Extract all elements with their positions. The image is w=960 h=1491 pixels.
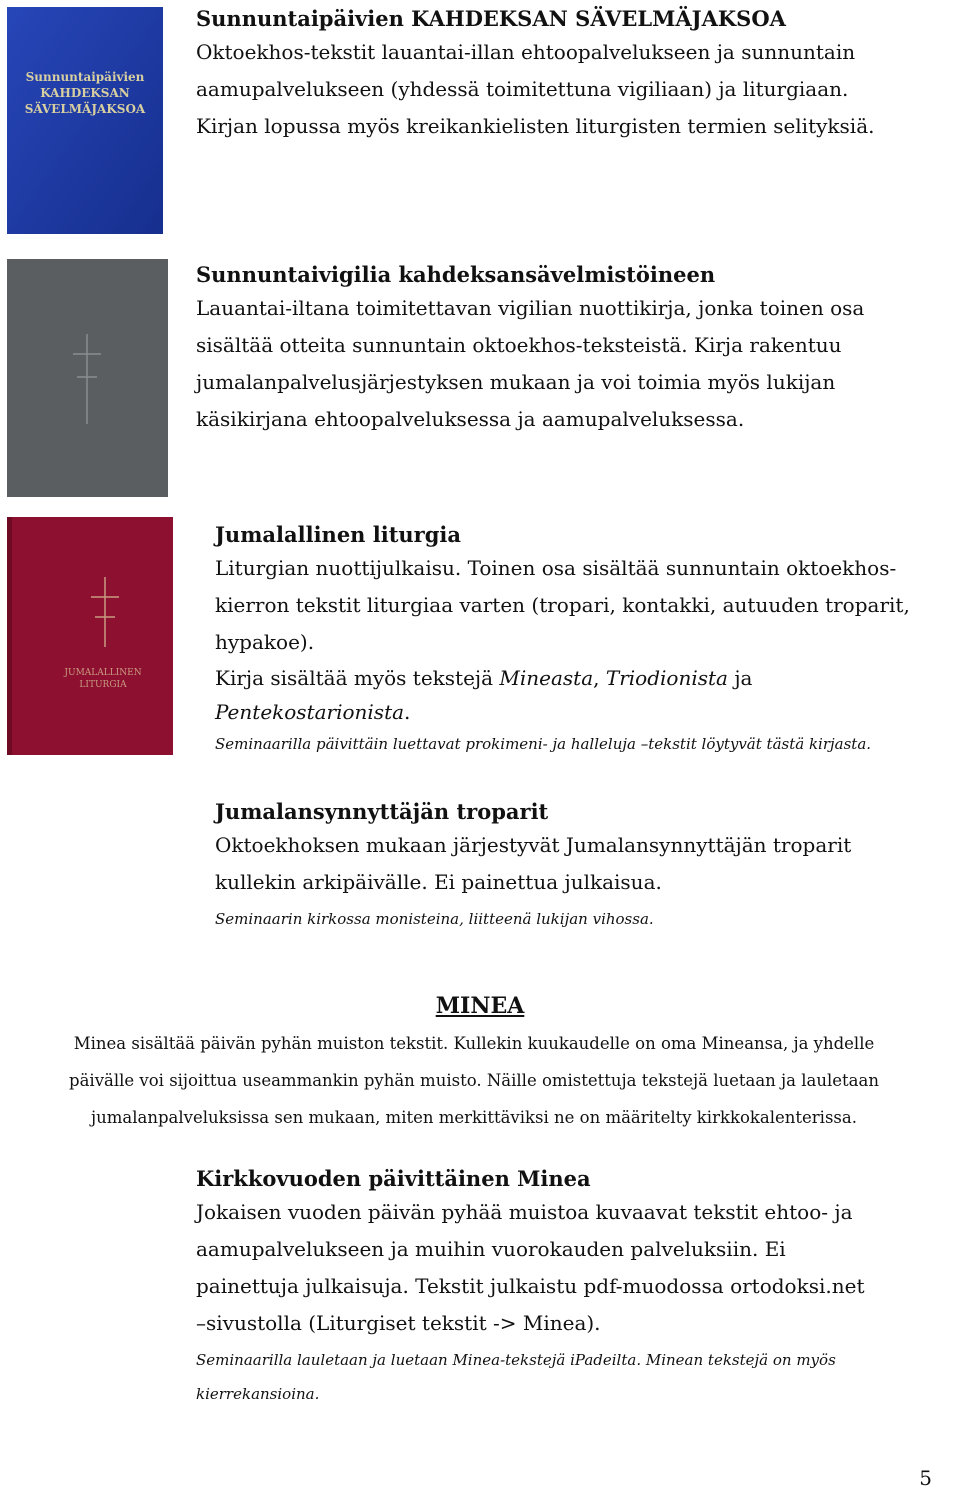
intro-line: päivälle voi sijoittua useammankin pyhän muisto. Näille omistettuja tekstejä luetaan ja lauletaan (69, 1071, 879, 1090)
page-number: 5 (919, 1466, 932, 1490)
book-title: Sunnuntaipäivien KAHDEKSAN SÄVELMÄJAKSOA (196, 6, 786, 31)
description-line: Lauantai-iltana toimitettavan vigilian nuottikirja, jonka toinen osa (196, 296, 865, 320)
description-line-mixed: Kirja sisältää myös tekstejä Mineasta, Triodionista ja Pentekostarionista. (215, 666, 753, 724)
cover-title-line-3: SÄVELMÄJAKSOA (24, 102, 146, 116)
note-line: kierrekansioina. (196, 1385, 320, 1403)
book-description (196, 34, 936, 145)
book-title: Kirkkovuoden päivittäinen Minea (196, 1166, 591, 1191)
description-line: Kirjan lopussa myös kreikankielisten liturgisten termien selityksiä. (196, 114, 875, 138)
book-description (196, 1194, 946, 1342)
description-line: sisältää otteita sunnuntain oktoekhos-teksteistä. Kirja rakentuu (196, 333, 842, 357)
description-line: hypakoe). (215, 630, 315, 654)
book-note: Seminaarin kirkossa monisteina, liitteenä lukijan vihossa. (215, 910, 654, 928)
book-description (196, 290, 936, 438)
cover-title-line-1: Sunnuntaipäivien (25, 70, 145, 84)
description-line: käsikirjana ehtoopalveluksessa ja aamupalveluksessa. (196, 407, 745, 431)
description-line: –sivustolla (Liturgiset tekstit -> Minea). (196, 1311, 601, 1335)
cover-title-line-2: KAHDEKSAN (40, 86, 130, 100)
description-line: aamupalvelukseen ja muihin vuorokauden palveluksiin. Ei (196, 1237, 786, 1261)
description-line: Liturgian nuottijulkaisu. Toinen osa sisältää sunnuntain oktoekhos- (215, 556, 897, 580)
book-entry-sunnuntaipaivien (196, 4, 936, 145)
description-line: aamupalvelukseen (yhdessä toimitettuna vigiliaan) ja liturgiaan. (196, 77, 849, 101)
minea-intro (34, 1025, 914, 1136)
description-line: Oktoekhoksen mukaan järjestyvät Jumalansynnyttäjän troparit (215, 833, 852, 857)
cover-title-line-1: JUMALALLINEN (64, 668, 142, 678)
book-cover-sunnuntaivigilia (7, 259, 168, 497)
section-heading-minea: MINEA (435, 993, 525, 1019)
book-entry-jumalansynnyttajan-troparit (215, 797, 945, 934)
book-entry-jumalallinen-liturgia (215, 520, 945, 759)
book-cover-sunnuntaipaivien (7, 7, 163, 234)
book-entry-kirkkovuoden-minea (196, 1164, 946, 1411)
book-title: Sunnuntaivigilia kahdeksansävelmistöineen (196, 262, 716, 287)
book-note: Seminaarilla päivittäin luettavat prokimeni- ja halleluja –tekstit löytyvät tästä kirjasta. (215, 735, 872, 753)
note-line: Seminaarilla lauletaan ja luetaan Minea-tekstejä iPadeilta. Minean tekstejä on myös (196, 1351, 836, 1369)
book-description (215, 827, 945, 901)
description-line: Jokaisen vuoden päivän pyhää muistoa kuvaavat tekstit ehtoo- ja (196, 1200, 853, 1224)
intro-line: Minea sisältää päivän pyhän muiston tekstit. Kullekin kuukaudelle on oma Mineansa, ja yhdelle (73, 1034, 875, 1053)
book-title: Jumalallinen liturgia (215, 522, 462, 547)
description-line: painettuja julkaisuja. Tekstit julkaistu pdf-muodossa ortodoksi.net (196, 1274, 865, 1298)
description-line: kierron tekstit liturgiaa varten (tropari, kontakki, autuuden troparit, (215, 593, 910, 617)
book-cover-jumalallinen-liturgia (7, 517, 173, 755)
cover-title-line-2: LITURGIA (79, 680, 127, 690)
description-line: Oktoekhos-tekstit lauantai-illan ehtoopalvelukseen ja sunnuntain (196, 40, 856, 64)
book-title: Jumalansynnyttäjän troparit (215, 799, 549, 824)
book-description (215, 550, 945, 729)
book-entry-sunnuntaivigilia (196, 260, 936, 438)
book-note (196, 1343, 946, 1411)
description-line: jumalanpalvelusjärjestyksen mukaan ja voi toimia myös lukijan (196, 370, 836, 394)
intro-line: jumalanpalveluksissa sen mukaan, miten merkittäviksi ne on määritelty kirkkokalenterissa. (91, 1108, 857, 1127)
description-line: kullekin arkipäivälle. Ei painettua julkaisua. (215, 870, 662, 894)
